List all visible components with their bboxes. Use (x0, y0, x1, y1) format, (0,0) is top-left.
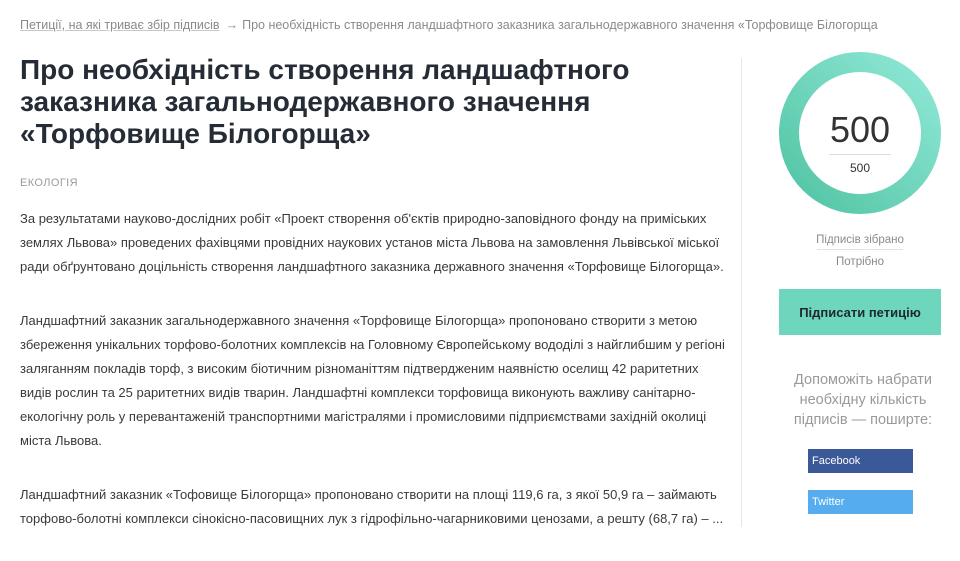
signature-count: 500 (829, 109, 891, 150)
page-title: Про необхідність створення ландшафтного заказника загальнодержавного значення «Торфовище Білогорща» (20, 54, 630, 149)
breadcrumb-current: Про необхідність створення ландшафтного заказника загальнодержавного значення «Торфовище Білогорща (242, 18, 878, 32)
petition-paragraph: За результатами науково-дослідних робіт «Проект створення об'єктів природно-заповідного фонду на приміських землях Львова» проведених фахівцями провідних наукових установ міста Львова на замовлення Львівської міської ради обґрунтовано доцільність створення ландшафтного заказника державного значення «Торфовище Білогорща». (20, 211, 724, 274)
ring-divider (829, 154, 891, 155)
petition-sidebar (762, 52, 958, 514)
signatures-needed-label: Потрібно (836, 256, 884, 268)
petition-body (20, 207, 732, 531)
breadcrumb-parent-link[interactable]: Петиції, на які триває збір підписів (20, 18, 220, 32)
facebook-share-button[interactable]: Facebook (808, 449, 913, 473)
column-divider (741, 58, 742, 527)
petition-content (20, 54, 732, 561)
signature-target: 500 (849, 161, 871, 175)
signature-progress-ring (779, 52, 941, 214)
sidebar-divider (817, 249, 903, 250)
share-prompt: Допоможіть набрати необхідну кількість підписів — поширте: (793, 372, 933, 428)
signatures-collected-label: Підписів зібрано (816, 234, 904, 246)
twitter-share-button[interactable]: Twitter (808, 490, 913, 514)
petition-paragraph: Ландшафтний заказник загальнодержавного значення «Торфовище Білогорща» пропоновано створити з метою збереження унікальних торфово-болотних комплексів на Головному Європейському вододілі з найглибшим у регіоні заляганням покладів торф, з високим біотичним різноманіттям підтвердженим наявністю оселищ 42 раритетних видів рослин та 25 раритетних видів тварин. Ландшафтні комплекси торфовища виконують важливу санітарно-екологічну роль у перевантаженій транспортними магістралями і промисловими підприємствами західній околиці міста Львова. (20, 313, 725, 448)
breadcrumb-arrow-icon: → (225, 18, 239, 32)
petition-paragraph: Ландшафтний заказник «Тофовище Білогорща» пропоновано створити на площі 119,6 га, з якої 50,9 га – займають торфово-болотні комплекси сінокісно-пасовищних лук з гідрофільно-чагарниковими ценозами, а решту (68,7 га) – ... (20, 487, 724, 526)
sign-petition-button[interactable]: Підписати петицію (779, 289, 941, 335)
breadcrumb (20, 18, 878, 32)
category-label: ЕКОЛОГІЯ (20, 177, 78, 189)
